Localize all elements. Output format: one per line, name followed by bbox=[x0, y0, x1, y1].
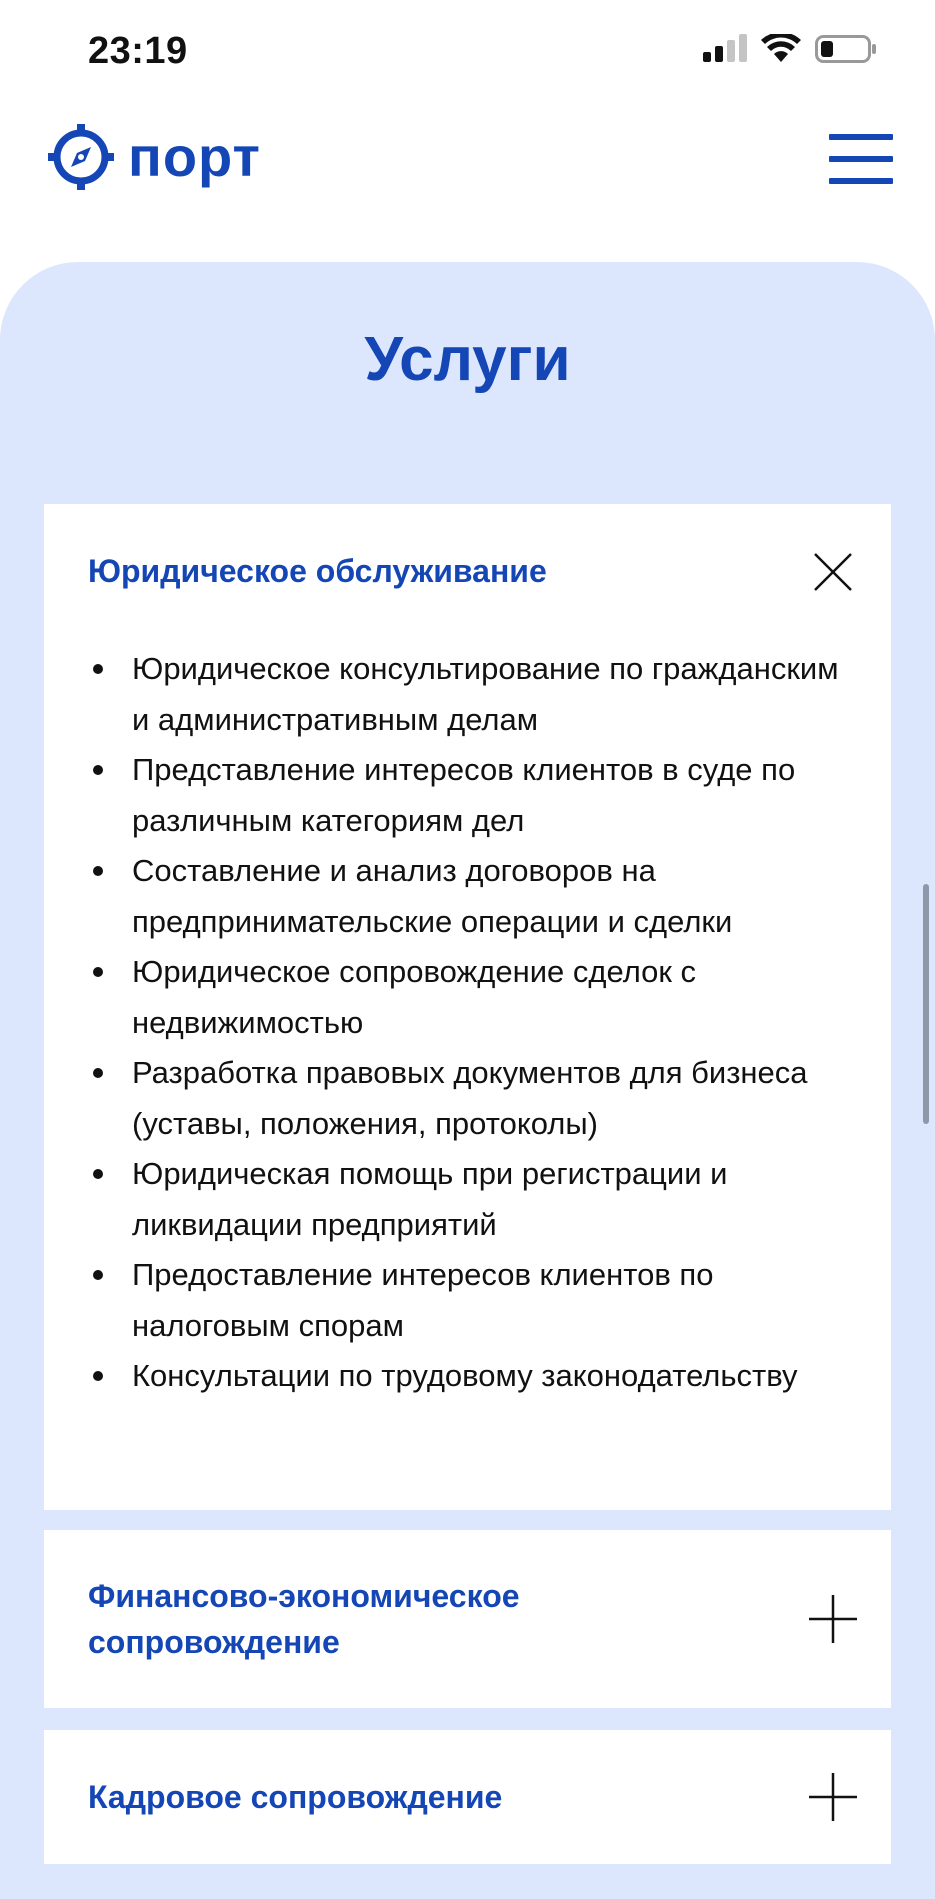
list-item: Юридическая помощь при регистрации и ликвидации предприятий bbox=[88, 1149, 858, 1250]
compass-icon bbox=[46, 122, 116, 192]
service-list bbox=[88, 644, 858, 1402]
service-card-hr[interactable] bbox=[44, 1730, 891, 1864]
status-icons bbox=[701, 34, 877, 64]
logo-text: порт bbox=[128, 125, 261, 188]
menu-line bbox=[829, 156, 893, 162]
list-item: Консультации по трудовому законодательству bbox=[88, 1351, 858, 1402]
plus-icon[interactable] bbox=[807, 1771, 859, 1823]
list-item: Разработка правовых документов для бизнеса (уставы, положения, протоколы) bbox=[88, 1048, 858, 1149]
list-item: Юридическое консультирование по гражданским и административным делам bbox=[88, 644, 858, 745]
wifi-icon bbox=[761, 34, 801, 64]
plus-icon[interactable] bbox=[807, 1593, 859, 1645]
list-item: Составление и анализ договоров на предпринимательские операции и сделки bbox=[88, 846, 858, 947]
service-card-title[interactable]: Кадровое сопровождение bbox=[88, 1779, 503, 1815]
close-icon[interactable] bbox=[807, 546, 859, 598]
menu-line bbox=[829, 134, 893, 140]
services-section bbox=[0, 262, 935, 1899]
signal-icon bbox=[701, 34, 747, 64]
status-time: 23:19 bbox=[88, 30, 188, 72]
header bbox=[0, 110, 935, 220]
hamburger-icon[interactable] bbox=[829, 134, 893, 184]
list-item: Предоставление интересов клиентов по налоговым спорам bbox=[88, 1250, 858, 1351]
logo[interactable] bbox=[46, 122, 261, 192]
scrollbar[interactable] bbox=[923, 884, 929, 1124]
service-card-title[interactable]: Юридическое обслуживание bbox=[88, 553, 547, 589]
service-card-title[interactable]: Финансово-экономическое сопровождение bbox=[88, 1578, 520, 1660]
list-item: Юридическое сопровождение сделок с недвижимостью bbox=[88, 947, 858, 1048]
status-bar bbox=[0, 0, 935, 100]
menu-line bbox=[829, 178, 893, 184]
service-card-legal bbox=[44, 504, 891, 1510]
service-card-finance[interactable] bbox=[44, 1530, 891, 1708]
battery-icon bbox=[815, 34, 877, 64]
section-title: Услуги bbox=[364, 325, 571, 394]
list-item: Представление интересов клиентов в суде по различным категориям дел bbox=[88, 745, 858, 846]
